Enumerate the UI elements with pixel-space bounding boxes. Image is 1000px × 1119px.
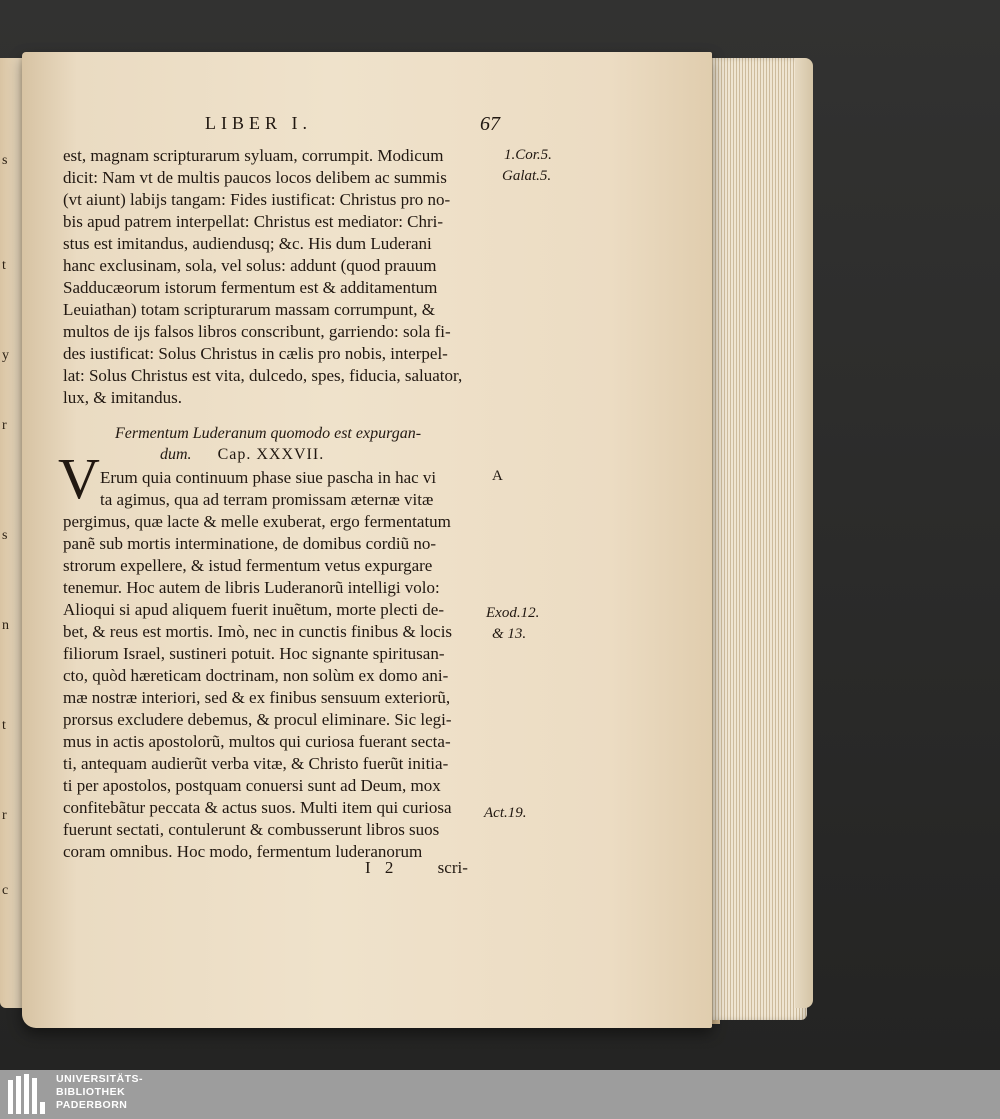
library-name-line: PADERBORN (56, 1099, 128, 1111)
text-line: bis apud patrem interpellat: Christus est mediator: Chri- (63, 212, 444, 231)
text-line: stus est imitandus, audiendusq; &c. His dum Luderani (63, 234, 432, 253)
book-fore-edge (707, 58, 807, 1020)
page-number: 67 (480, 113, 500, 135)
book-cover-edge (795, 58, 813, 1008)
left-page-fragment: s (2, 528, 8, 543)
margin-note: 1.Cor.5. (504, 147, 552, 163)
left-page-fragment: r (2, 418, 7, 433)
library-name (56, 1073, 143, 1112)
text-line: dicit: Nam vt de multis paucos locos delibem ac summis (63, 168, 447, 187)
text-line: mus in actis apostolorũ, multos qui curiosa fuerant secta- (63, 732, 451, 751)
text-line: prorsus excludere debemus, & procul eliminare. Sic legi- (63, 710, 452, 729)
drop-cap: V (58, 446, 100, 511)
text-line: confitebãtur peccata & actus suos. Multi item qui curiosa (63, 798, 452, 817)
library-name-line: UNIVERSITÄTS- (56, 1073, 144, 1085)
text-line: tenemur. Hoc autem de libris Luderanorũ intelligi volo: (63, 578, 440, 597)
text-line: Erum quia continuum phase siue pascha in hac vi (100, 468, 437, 487)
text-line: pergimus, quæ lacte & melle exuberat, ergo fermentatum (63, 512, 451, 531)
text-line: Alioqui si apud aliquem fuerit inuẽtum, morte plecti de- (63, 600, 444, 619)
text-line: des iustificat: Solus Christus in cælis pro nobis, interpel- (63, 344, 448, 363)
margin-note: Exod.12. (486, 605, 540, 621)
library-name-line: BIBLIOTHEK (56, 1086, 126, 1098)
text-line: hanc exclusinam, sola, vel solus: addunt (quod prauum (63, 256, 437, 275)
left-page-fragment: t (2, 718, 6, 733)
text-line: ti, antequam audierũt verba vitæ, & Christo fuerũt initia- (63, 754, 449, 773)
chapter-title-continued (160, 446, 324, 464)
text-line: lat: Solus Christus est vita, dulcedo, spes, fiducia, saluator, (63, 366, 463, 385)
text-line: (vt aiunt) labijs tangam: Fides iustificat: Christus pro no- (63, 190, 451, 209)
text-line: coram omnibus. Hoc modo, fermentum luderanorum (63, 842, 423, 861)
text-line: Sadducæorum istorum fermentum est & additamentum (63, 278, 438, 297)
text-line: lux, & imitandus. (63, 388, 182, 407)
text-line: multos de ijs falsos libros conscribunt, garriendo: sola fi- (63, 322, 451, 341)
left-page-fragment: r (2, 808, 7, 823)
signature-mark: I 2 (365, 858, 394, 877)
left-page-fragment: s (2, 153, 8, 168)
margin-note: & 13. (492, 626, 527, 642)
library-logo-icon (8, 1074, 50, 1114)
margin-note: A (492, 468, 503, 484)
catchword: scri- (437, 858, 468, 877)
text-line: strorum expellere, & istud fermentum vetus expurgare (63, 556, 433, 575)
text-line: bet, & reus est mortis. Imò, nec in cunctis finibus & locis (63, 622, 453, 641)
text-line: filiorum Israel, sustineri potuit. Hoc signante spiritusan- (63, 644, 445, 663)
chapter-title: Fermentum Luderanum quomodo est expurgan- (115, 425, 422, 442)
margin-note: Galat.5. (502, 168, 552, 184)
left-page-fragment: c (2, 883, 9, 898)
text-line: panẽ sub mortis interminatione, de domibus cordiũ no- (63, 534, 436, 553)
chapter-title-end: dum. (160, 446, 192, 463)
signature-line (365, 858, 468, 878)
text-line: ta agimus, qua ad terram promissam æternæ vitæ (100, 490, 434, 509)
left-page-fragment: t (2, 258, 6, 273)
text-line: est, magnam scripturarum syluam, corrumpit. Modicum (63, 146, 444, 165)
text-line: ti per apostolos, postquam conuersi sunt ad Deum, mox (63, 776, 441, 795)
chapter-number: Cap. XXXVII. (217, 446, 325, 463)
library-footer (0, 1070, 1000, 1119)
left-page-fragment: n (2, 618, 9, 633)
text-line: fuerunt sectati, contulerunt & combusserunt libros suos (63, 820, 440, 839)
text-line: mæ nostræ interiori, sed & ex finibus sensuum exteriorũ, (63, 688, 451, 707)
running-head: LIBER I. (205, 113, 312, 133)
margin-note: Act.19. (484, 805, 527, 821)
text-line: cto, quòd hæreticam doctrinam, non solùm ex domo ani- (63, 666, 449, 685)
text-line: Leuiathan) totam scripturarum massam corrumpunt, & (63, 300, 436, 319)
left-page-fragment: y (2, 348, 9, 363)
